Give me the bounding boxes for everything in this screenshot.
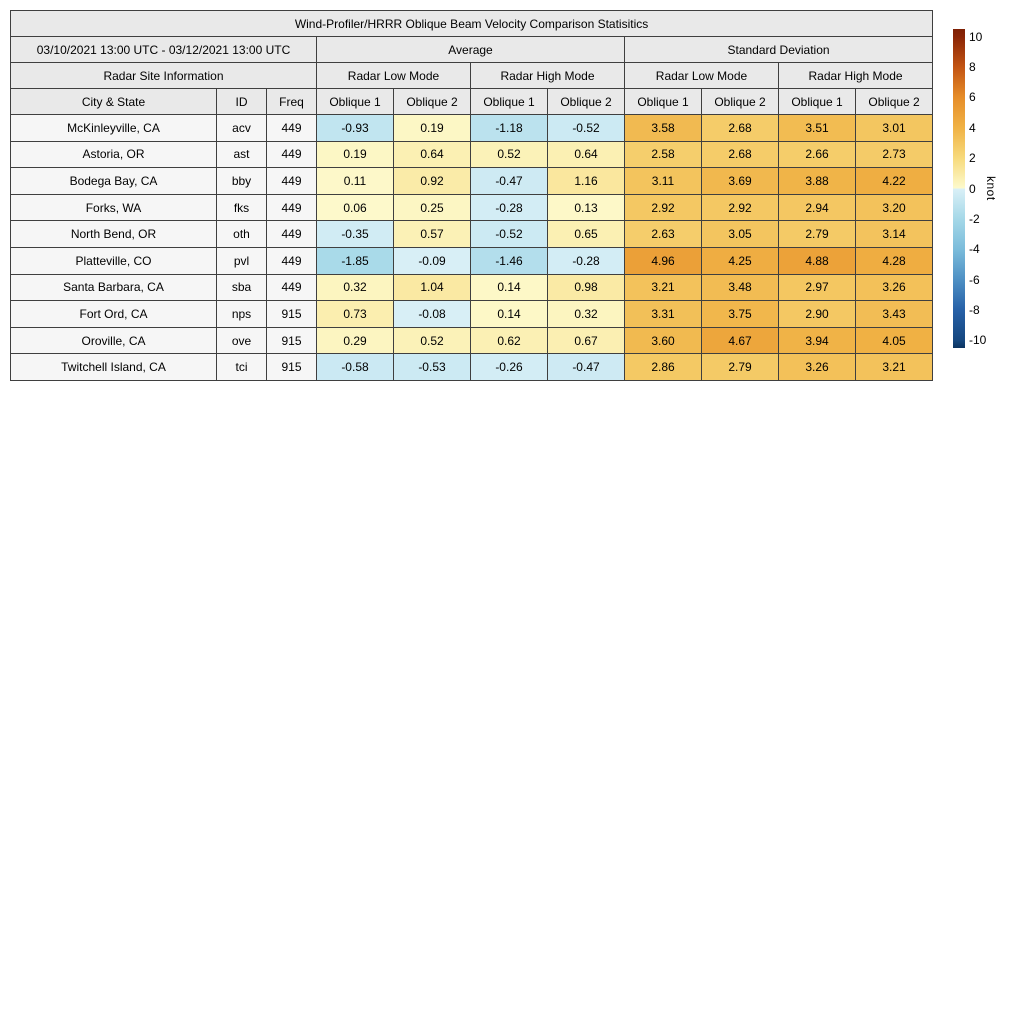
value-cell: 3.11 bbox=[625, 168, 702, 195]
value-cell: 0.98 bbox=[548, 274, 625, 301]
value-cell: 2.68 bbox=[702, 115, 779, 142]
value-cell: -0.08 bbox=[394, 301, 471, 328]
value-cell: 2.94 bbox=[779, 194, 856, 221]
value-cell: 2.92 bbox=[702, 194, 779, 221]
date-range: 03/10/2021 13:00 UTC - 03/12/2021 13:00 UTC bbox=[11, 37, 317, 63]
value-cell: 1.04 bbox=[394, 274, 471, 301]
table-row bbox=[11, 141, 933, 168]
colorbar-tick-label: 4 bbox=[969, 120, 976, 135]
std-low-mode-header: Radar Low Mode bbox=[625, 63, 779, 89]
column-header-row bbox=[11, 89, 933, 115]
city-cell: Santa Barbara, CA bbox=[11, 274, 217, 301]
value-cell: 4.28 bbox=[856, 247, 933, 274]
id-cell: tci bbox=[217, 354, 267, 381]
value-cell: 0.67 bbox=[548, 327, 625, 354]
avg-low-mode-header: Radar Low Mode bbox=[317, 63, 471, 89]
value-cell: -0.28 bbox=[471, 194, 548, 221]
id-cell: nps bbox=[217, 301, 267, 328]
value-cell: 3.01 bbox=[856, 115, 933, 142]
id-cell: bby bbox=[217, 168, 267, 195]
city-cell: North Bend, OR bbox=[11, 221, 217, 248]
value-cell: 0.62 bbox=[471, 327, 548, 354]
id-cell: pvl bbox=[217, 247, 267, 274]
table-row bbox=[11, 115, 933, 142]
city-cell: McKinleyville, CA bbox=[11, 115, 217, 142]
value-cell: -0.93 bbox=[317, 115, 394, 142]
id-cell: ove bbox=[217, 327, 267, 354]
colorbar bbox=[953, 29, 965, 348]
col-header-freq: Freq bbox=[267, 89, 317, 115]
value-cell: 2.86 bbox=[625, 354, 702, 381]
col-header-city: City & State bbox=[11, 89, 217, 115]
value-cell: 0.32 bbox=[548, 301, 625, 328]
colorbar-unit-label: knot bbox=[984, 176, 998, 201]
colorbar-tick-label: -2 bbox=[969, 211, 980, 226]
group-header-std: Standard Deviation bbox=[625, 37, 933, 63]
value-cell: 2.68 bbox=[702, 141, 779, 168]
table-row bbox=[11, 354, 933, 381]
id-cell: fks bbox=[217, 194, 267, 221]
value-cell: 0.57 bbox=[394, 221, 471, 248]
city-cell: Astoria, OR bbox=[11, 141, 217, 168]
col-header-oblique2: Oblique 2 bbox=[856, 89, 933, 115]
value-cell: 3.26 bbox=[856, 274, 933, 301]
value-cell: 0.32 bbox=[317, 274, 394, 301]
table-row bbox=[11, 221, 933, 248]
table-row bbox=[11, 194, 933, 221]
value-cell: 0.73 bbox=[317, 301, 394, 328]
col-header-oblique2: Oblique 2 bbox=[548, 89, 625, 115]
value-cell: 2.66 bbox=[779, 141, 856, 168]
freq-cell: 915 bbox=[267, 327, 317, 354]
col-header-id: ID bbox=[217, 89, 267, 115]
table-row bbox=[11, 301, 933, 328]
value-cell: 0.64 bbox=[394, 141, 471, 168]
freq-cell: 449 bbox=[267, 194, 317, 221]
freq-cell: 449 bbox=[267, 115, 317, 142]
value-cell: 3.20 bbox=[856, 194, 933, 221]
freq-cell: 449 bbox=[267, 168, 317, 195]
value-cell: 3.69 bbox=[702, 168, 779, 195]
value-cell: 0.11 bbox=[317, 168, 394, 195]
value-cell: 2.79 bbox=[702, 354, 779, 381]
value-cell: 3.43 bbox=[856, 301, 933, 328]
value-cell: 2.97 bbox=[779, 274, 856, 301]
value-cell: -0.53 bbox=[394, 354, 471, 381]
colorbar-tick-label: 6 bbox=[969, 90, 976, 105]
colorbar-tick-label: -8 bbox=[969, 303, 980, 318]
table-body bbox=[11, 115, 933, 381]
city-cell: Bodega Bay, CA bbox=[11, 168, 217, 195]
value-cell: 0.14 bbox=[471, 301, 548, 328]
freq-cell: 915 bbox=[267, 301, 317, 328]
colorbar-tick-label: -4 bbox=[969, 242, 980, 257]
site-info-header: Radar Site Information bbox=[11, 63, 317, 89]
freq-cell: 449 bbox=[267, 274, 317, 301]
id-cell: sba bbox=[217, 274, 267, 301]
value-cell: -1.85 bbox=[317, 247, 394, 274]
city-cell: Oroville, CA bbox=[11, 327, 217, 354]
value-cell: -0.58 bbox=[317, 354, 394, 381]
value-cell: 3.75 bbox=[702, 301, 779, 328]
col-header-oblique1: Oblique 1 bbox=[317, 89, 394, 115]
value-cell: -0.28 bbox=[548, 247, 625, 274]
value-cell: -0.26 bbox=[471, 354, 548, 381]
city-cell: Platteville, CO bbox=[11, 247, 217, 274]
page-title: Wind-Profiler/HRRR Oblique Beam Velocity Comparison Statisitics bbox=[11, 11, 933, 37]
id-cell: acv bbox=[217, 115, 267, 142]
value-cell: 4.96 bbox=[625, 247, 702, 274]
colorbar-tick-label: -6 bbox=[969, 272, 980, 287]
value-cell: 0.52 bbox=[471, 141, 548, 168]
value-cell: 2.90 bbox=[779, 301, 856, 328]
table-row bbox=[11, 168, 933, 195]
freq-cell: 449 bbox=[267, 141, 317, 168]
value-cell: 3.48 bbox=[702, 274, 779, 301]
value-cell: 3.31 bbox=[625, 301, 702, 328]
title-row bbox=[11, 11, 933, 37]
value-cell: 0.92 bbox=[394, 168, 471, 195]
value-cell: 3.05 bbox=[702, 221, 779, 248]
value-cell: 0.65 bbox=[548, 221, 625, 248]
group-header-row bbox=[11, 37, 933, 63]
value-cell: 3.21 bbox=[625, 274, 702, 301]
mode-header-row bbox=[11, 63, 933, 89]
value-cell: 2.73 bbox=[856, 141, 933, 168]
value-cell: 4.67 bbox=[702, 327, 779, 354]
value-cell: -0.52 bbox=[471, 221, 548, 248]
col-header-oblique2: Oblique 2 bbox=[394, 89, 471, 115]
value-cell: -0.47 bbox=[471, 168, 548, 195]
col-header-oblique1: Oblique 1 bbox=[625, 89, 702, 115]
freq-cell: 449 bbox=[267, 221, 317, 248]
value-cell: 0.13 bbox=[548, 194, 625, 221]
value-cell: 0.52 bbox=[394, 327, 471, 354]
city-cell: Forks, WA bbox=[11, 194, 217, 221]
value-cell: 1.16 bbox=[548, 168, 625, 195]
value-cell: 3.26 bbox=[779, 354, 856, 381]
table-row bbox=[11, 247, 933, 274]
value-cell: 0.64 bbox=[548, 141, 625, 168]
city-cell: Twitchell Island, CA bbox=[11, 354, 217, 381]
stats-table bbox=[10, 10, 933, 381]
value-cell: -0.52 bbox=[548, 115, 625, 142]
freq-cell: 915 bbox=[267, 354, 317, 381]
value-cell: 2.58 bbox=[625, 141, 702, 168]
col-header-oblique2: Oblique 2 bbox=[702, 89, 779, 115]
value-cell: -0.09 bbox=[394, 247, 471, 274]
value-cell: 0.19 bbox=[394, 115, 471, 142]
colorbar-tick-label: 0 bbox=[969, 181, 976, 196]
value-cell: 0.19 bbox=[317, 141, 394, 168]
freq-cell: 449 bbox=[267, 247, 317, 274]
value-cell: 3.94 bbox=[779, 327, 856, 354]
value-cell: 2.63 bbox=[625, 221, 702, 248]
value-cell: -0.47 bbox=[548, 354, 625, 381]
value-cell: 4.88 bbox=[779, 247, 856, 274]
value-cell: -1.46 bbox=[471, 247, 548, 274]
id-cell: ast bbox=[217, 141, 267, 168]
value-cell: 4.25 bbox=[702, 247, 779, 274]
col-header-oblique1: Oblique 1 bbox=[779, 89, 856, 115]
value-cell: -0.35 bbox=[317, 221, 394, 248]
value-cell: 2.79 bbox=[779, 221, 856, 248]
colorbar-tick-label: 10 bbox=[969, 29, 983, 44]
value-cell: 2.92 bbox=[625, 194, 702, 221]
value-cell: 3.21 bbox=[856, 354, 933, 381]
value-cell: 3.14 bbox=[856, 221, 933, 248]
value-cell: 3.51 bbox=[779, 115, 856, 142]
city-cell: Fort Ord, CA bbox=[11, 301, 217, 328]
id-cell: oth bbox=[217, 221, 267, 248]
colorbar-tick-label: 2 bbox=[969, 151, 976, 166]
value-cell: 0.14 bbox=[471, 274, 548, 301]
value-cell: 4.22 bbox=[856, 168, 933, 195]
value-cell: 3.88 bbox=[779, 168, 856, 195]
value-cell: 3.58 bbox=[625, 115, 702, 142]
value-cell: 0.25 bbox=[394, 194, 471, 221]
value-cell: -1.18 bbox=[471, 115, 548, 142]
table-row bbox=[11, 327, 933, 354]
avg-high-mode-header: Radar High Mode bbox=[471, 63, 625, 89]
value-cell: 0.29 bbox=[317, 327, 394, 354]
value-cell: 3.60 bbox=[625, 327, 702, 354]
col-header-oblique1: Oblique 1 bbox=[471, 89, 548, 115]
colorbar-tick-label: 8 bbox=[969, 59, 976, 74]
colorbar-tick-label: -10 bbox=[969, 333, 987, 348]
value-cell: 4.05 bbox=[856, 327, 933, 354]
std-high-mode-header: Radar High Mode bbox=[779, 63, 933, 89]
group-header-average: Average bbox=[317, 37, 625, 63]
value-cell: 0.06 bbox=[317, 194, 394, 221]
table-row bbox=[11, 274, 933, 301]
